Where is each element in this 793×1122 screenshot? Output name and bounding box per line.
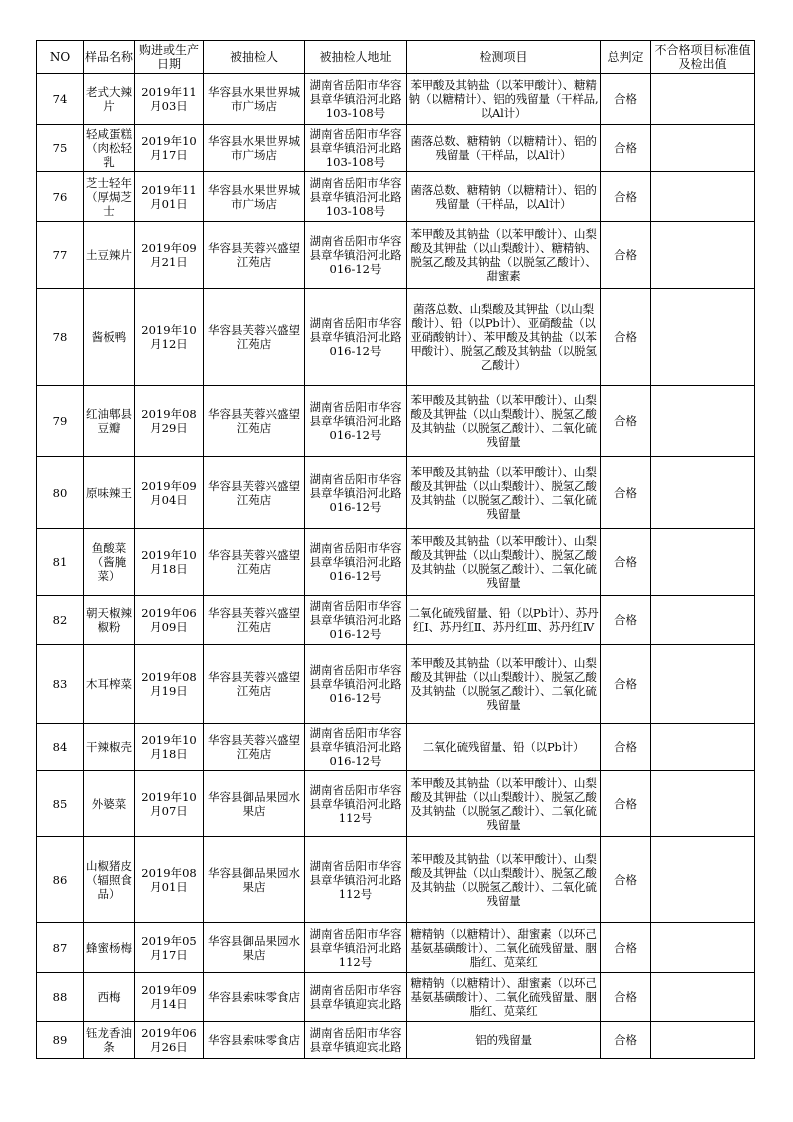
cell-address: 湖南省岳阳市华容县章华镇沿河北路016-12号 bbox=[305, 386, 407, 457]
cell-unqualified-values bbox=[651, 771, 755, 837]
cell-sampled-party: 华容县芙蓉兴盛望江苑店 bbox=[204, 529, 305, 596]
cell-no: 82 bbox=[37, 596, 84, 645]
cell-no: 79 bbox=[37, 386, 84, 457]
cell-verdict: 合格 bbox=[601, 973, 651, 1022]
col-header-unqualified-values: 不合格项目标准值及检出值 bbox=[651, 41, 755, 74]
cell-address: 湖南省岳阳市华容县章华镇沿河北路016-12号 bbox=[305, 724, 407, 771]
table-row bbox=[37, 125, 755, 172]
table-row bbox=[37, 529, 755, 596]
cell-date: 2019年08月29日 bbox=[135, 386, 204, 457]
cell-date: 2019年06月09日 bbox=[135, 596, 204, 645]
cell-date: 2019年05月17日 bbox=[135, 923, 204, 973]
cell-date: 2019年10月17日 bbox=[135, 125, 204, 172]
cell-unqualified-values bbox=[651, 289, 755, 386]
cell-sampled-party: 华容县索味零食店 bbox=[204, 1022, 305, 1059]
cell-unqualified-values bbox=[651, 596, 755, 645]
cell-sample-name: 土豆辣片 bbox=[84, 222, 135, 289]
cell-no: 78 bbox=[37, 289, 84, 386]
cell-date: 2019年09月14日 bbox=[135, 973, 204, 1022]
cell-test-items: 菌落总数、山梨酸及其钾盐（以山梨酸计）、铅（以Pb计）、亚硝酸盐（以亚硝酸钠计）、苯甲酸及其钠盐（以苯甲酸计）、脱氢乙酸及其钠盐（以脱氢乙酸计） bbox=[407, 289, 601, 386]
cell-address: 湖南省岳阳市华容县章华镇沿河北路103-108号 bbox=[305, 74, 407, 125]
cell-address: 湖南省岳阳市华容县章华镇沿河北路112号 bbox=[305, 771, 407, 837]
cell-no: 75 bbox=[37, 125, 84, 172]
cell-address: 湖南省岳阳市华容县章华镇沿河北路016-12号 bbox=[305, 596, 407, 645]
cell-date: 2019年09月04日 bbox=[135, 457, 204, 529]
cell-address: 湖南省岳阳市华容县章华镇沿河北路112号 bbox=[305, 923, 407, 973]
cell-test-items: 糖精钠（以糖精计）、甜蜜素（以环己基氨基磺酸计）、二氧化硫残留量、胭脂红、苋菜红 bbox=[407, 923, 601, 973]
cell-unqualified-values bbox=[651, 74, 755, 125]
cell-sample-name: 朝天椒辣椒粉 bbox=[84, 596, 135, 645]
cell-no: 89 bbox=[37, 1022, 84, 1059]
cell-sampled-party: 华容县索味零食店 bbox=[204, 973, 305, 1022]
cell-address: 湖南省岳阳市华容县章华镇迎宾北路 bbox=[305, 973, 407, 1022]
table-row bbox=[37, 923, 755, 973]
cell-verdict: 合格 bbox=[601, 386, 651, 457]
cell-verdict: 合格 bbox=[601, 837, 651, 923]
cell-unqualified-values bbox=[651, 386, 755, 457]
cell-sample-name: 外婆菜 bbox=[84, 771, 135, 837]
cell-date: 2019年11月03日 bbox=[135, 74, 204, 125]
cell-sampled-party: 华容县芙蓉兴盛望江苑店 bbox=[204, 386, 305, 457]
cell-unqualified-values bbox=[651, 457, 755, 529]
cell-address: 湖南省岳阳市华容县章华镇沿河北路016-12号 bbox=[305, 289, 407, 386]
cell-sample-name: 芝士轻年（厚焗芝士 bbox=[84, 172, 135, 222]
cell-verdict: 合格 bbox=[601, 289, 651, 386]
col-header-sample-name: 样品名称 bbox=[84, 41, 135, 74]
cell-date: 2019年06月26日 bbox=[135, 1022, 204, 1059]
cell-unqualified-values bbox=[651, 125, 755, 172]
cell-no: 87 bbox=[37, 923, 84, 973]
col-header-test-items: 检测项目 bbox=[407, 41, 601, 74]
cell-date: 2019年10月18日 bbox=[135, 529, 204, 596]
cell-verdict: 合格 bbox=[601, 724, 651, 771]
cell-verdict: 合格 bbox=[601, 172, 651, 222]
cell-verdict: 合格 bbox=[601, 74, 651, 125]
cell-test-items: 苯甲酸及其钠盐（以苯甲酸计）、山梨酸及其钾盐（以山梨酸计）、脱氢乙酸及其钠盐（以脱氢乙酸计）、二氧化硫残留量 bbox=[407, 837, 601, 923]
cell-test-items: 铝的残留量 bbox=[407, 1022, 601, 1059]
cell-verdict: 合格 bbox=[601, 222, 651, 289]
cell-unqualified-values bbox=[651, 222, 755, 289]
col-header-sampled-party: 被抽检人 bbox=[204, 41, 305, 74]
cell-sampled-party: 华容县芙蓉兴盛望江苑店 bbox=[204, 645, 305, 724]
cell-sampled-party: 华容县芙蓉兴盛望江苑店 bbox=[204, 596, 305, 645]
table-row bbox=[37, 837, 755, 923]
cell-no: 77 bbox=[37, 222, 84, 289]
cell-sampled-party: 华容县御品果园水果店 bbox=[204, 837, 305, 923]
cell-date: 2019年11月01日 bbox=[135, 172, 204, 222]
cell-unqualified-values bbox=[651, 973, 755, 1022]
cell-sampled-party: 华容县御品果园水果店 bbox=[204, 923, 305, 973]
cell-unqualified-values bbox=[651, 529, 755, 596]
cell-verdict: 合格 bbox=[601, 125, 651, 172]
table-row bbox=[37, 386, 755, 457]
col-header-date: 购进或生产日期 bbox=[135, 41, 204, 74]
cell-test-items: 二氧化硫残留量、铅（以Pb计）、苏丹红Ⅰ、苏丹红Ⅱ、苏丹红Ⅲ、苏丹红Ⅳ bbox=[407, 596, 601, 645]
cell-test-items: 菌落总数、糖精钠（以糖精计）、铝的残留量（干样品，以Al计） bbox=[407, 125, 601, 172]
cell-sample-name: 干辣椒壳 bbox=[84, 724, 135, 771]
cell-date: 2019年10月12日 bbox=[135, 289, 204, 386]
cell-no: 76 bbox=[37, 172, 84, 222]
cell-sample-name: 木耳榨菜 bbox=[84, 645, 135, 724]
cell-date: 2019年09月21日 bbox=[135, 222, 204, 289]
cell-verdict: 合格 bbox=[601, 771, 651, 837]
table-row bbox=[37, 74, 755, 125]
cell-verdict: 合格 bbox=[601, 645, 651, 724]
cell-sample-name: 鱼酸菜（酱腌菜） bbox=[84, 529, 135, 596]
cell-verdict: 合格 bbox=[601, 596, 651, 645]
inspection-results-table bbox=[36, 40, 755, 1059]
cell-sampled-party: 华容县水果世界城市广场店 bbox=[204, 74, 305, 125]
cell-sample-name: 西梅 bbox=[84, 973, 135, 1022]
cell-date: 2019年10月07日 bbox=[135, 771, 204, 837]
cell-test-items: 苯甲酸及其钠盐（以苯甲酸计）、山梨酸及其钾盐（以山梨酸计）、脱氢乙酸及其钠盐（以脱氢乙酸计）、二氧化硫残留量 bbox=[407, 529, 601, 596]
cell-unqualified-values bbox=[651, 923, 755, 973]
col-header-verdict: 总判定 bbox=[601, 41, 651, 74]
cell-test-items: 苯甲酸及其钠盐（以苯甲酸计）、山梨酸及其钾盐（以山梨酸计）、糖精钠、脱氢乙酸及其钠盐（以脱氢乙酸计）、甜蜜素 bbox=[407, 222, 601, 289]
table-body bbox=[37, 74, 755, 1059]
cell-test-items: 苯甲酸及其钠盐（以苯甲酸计）、山梨酸及其钾盐（以山梨酸计）、脱氢乙酸及其钠盐（以脱氢乙酸计）、二氧化硫残留量 bbox=[407, 771, 601, 837]
table-row bbox=[37, 289, 755, 386]
cell-test-items: 苯甲酸及其钠盐（以苯甲酸计）、山梨酸及其钾盐（以山梨酸计）、脱氢乙酸及其钠盐（以脱氢乙酸计）、二氧化硫残留量 bbox=[407, 457, 601, 529]
table-row bbox=[37, 771, 755, 837]
cell-unqualified-values bbox=[651, 837, 755, 923]
cell-test-items: 菌落总数、糖精钠（以糖精计）、铝的残留量（干样品，以Al计） bbox=[407, 172, 601, 222]
cell-address: 湖南省岳阳市华容县章华镇沿河北路016-12号 bbox=[305, 222, 407, 289]
cell-sample-name: 轻咸蛋糕（肉松轻乳 bbox=[84, 125, 135, 172]
cell-unqualified-values bbox=[651, 724, 755, 771]
cell-no: 86 bbox=[37, 837, 84, 923]
cell-sampled-party: 华容县水果世界城市广场店 bbox=[204, 125, 305, 172]
table-row bbox=[37, 1022, 755, 1059]
cell-date: 2019年08月01日 bbox=[135, 837, 204, 923]
table-row bbox=[37, 457, 755, 529]
table-row bbox=[37, 596, 755, 645]
cell-no: 88 bbox=[37, 973, 84, 1022]
col-header-no: NO bbox=[37, 41, 84, 74]
cell-no: 74 bbox=[37, 74, 84, 125]
cell-sample-name: 山椒猪皮（辐照食品） bbox=[84, 837, 135, 923]
cell-no: 80 bbox=[37, 457, 84, 529]
cell-address: 湖南省岳阳市华容县章华镇沿河北路016-12号 bbox=[305, 529, 407, 596]
cell-sampled-party: 华容县芙蓉兴盛望江苑店 bbox=[204, 222, 305, 289]
cell-sample-name: 原味辣王 bbox=[84, 457, 135, 529]
cell-address: 湖南省岳阳市华容县章华镇沿河北路016-12号 bbox=[305, 645, 407, 724]
cell-date: 2019年08月19日 bbox=[135, 645, 204, 724]
cell-address: 湖南省岳阳市华容县章华镇沿河北路112号 bbox=[305, 837, 407, 923]
cell-verdict: 合格 bbox=[601, 1022, 651, 1059]
cell-address: 湖南省岳阳市华容县章华镇迎宾北路 bbox=[305, 1022, 407, 1059]
cell-no: 85 bbox=[37, 771, 84, 837]
cell-no: 83 bbox=[37, 645, 84, 724]
cell-sample-name: 蜂蜜杨梅 bbox=[84, 923, 135, 973]
cell-sampled-party: 华容县芙蓉兴盛望江苑店 bbox=[204, 457, 305, 529]
table-row bbox=[37, 172, 755, 222]
table-row bbox=[37, 645, 755, 724]
header-row bbox=[37, 41, 755, 74]
cell-sampled-party: 华容县御品果园水果店 bbox=[204, 771, 305, 837]
cell-test-items: 糖精钠（以糖精计）、甜蜜素（以环己基氨基磺酸计）、二氧化硫残留量、胭脂红、苋菜红 bbox=[407, 973, 601, 1022]
cell-sample-name: 老式大辣片 bbox=[84, 74, 135, 125]
cell-no: 84 bbox=[37, 724, 84, 771]
cell-sample-name: 红油郫县豆瓣 bbox=[84, 386, 135, 457]
cell-unqualified-values bbox=[651, 645, 755, 724]
cell-verdict: 合格 bbox=[601, 529, 651, 596]
cell-sampled-party: 华容县芙蓉兴盛望江苑店 bbox=[204, 724, 305, 771]
cell-unqualified-values bbox=[651, 172, 755, 222]
cell-address: 湖南省岳阳市华容县章华镇沿河北路103-108号 bbox=[305, 125, 407, 172]
cell-sampled-party: 华容县芙蓉兴盛望江苑店 bbox=[204, 289, 305, 386]
cell-date: 2019年10月18日 bbox=[135, 724, 204, 771]
cell-sampled-party: 华容县水果世界城市广场店 bbox=[204, 172, 305, 222]
col-header-address: 被抽检人地址 bbox=[305, 41, 407, 74]
table-row bbox=[37, 222, 755, 289]
cell-test-items: 苯甲酸及其钠盐（以苯甲酸计）、糖精钠（以糖精计）、铝的残留量（干样品,以Al计） bbox=[407, 74, 601, 125]
table-row bbox=[37, 724, 755, 771]
cell-address: 湖南省岳阳市华容县章华镇沿河北路016-12号 bbox=[305, 457, 407, 529]
table-row bbox=[37, 973, 755, 1022]
cell-test-items: 苯甲酸及其钠盐（以苯甲酸计）、山梨酸及其钾盐（以山梨酸计）、脱氢乙酸及其钠盐（以脱氢乙酸计）、二氧化硫残留量 bbox=[407, 645, 601, 724]
cell-no: 81 bbox=[37, 529, 84, 596]
cell-test-items: 二氧化硫残留量、铅（以Pb计） bbox=[407, 724, 601, 771]
cell-address: 湖南省岳阳市华容县章华镇沿河北路103-108号 bbox=[305, 172, 407, 222]
cell-sample-name: 钰龙香油条 bbox=[84, 1022, 135, 1059]
cell-verdict: 合格 bbox=[601, 923, 651, 973]
cell-verdict: 合格 bbox=[601, 457, 651, 529]
cell-unqualified-values bbox=[651, 1022, 755, 1059]
cell-sample-name: 酱板鸭 bbox=[84, 289, 135, 386]
cell-test-items: 苯甲酸及其钠盐（以苯甲酸计）、山梨酸及其钾盐（以山梨酸计）、脱氢乙酸及其钠盐（以脱氢乙酸计）、二氧化硫残留量 bbox=[407, 386, 601, 457]
